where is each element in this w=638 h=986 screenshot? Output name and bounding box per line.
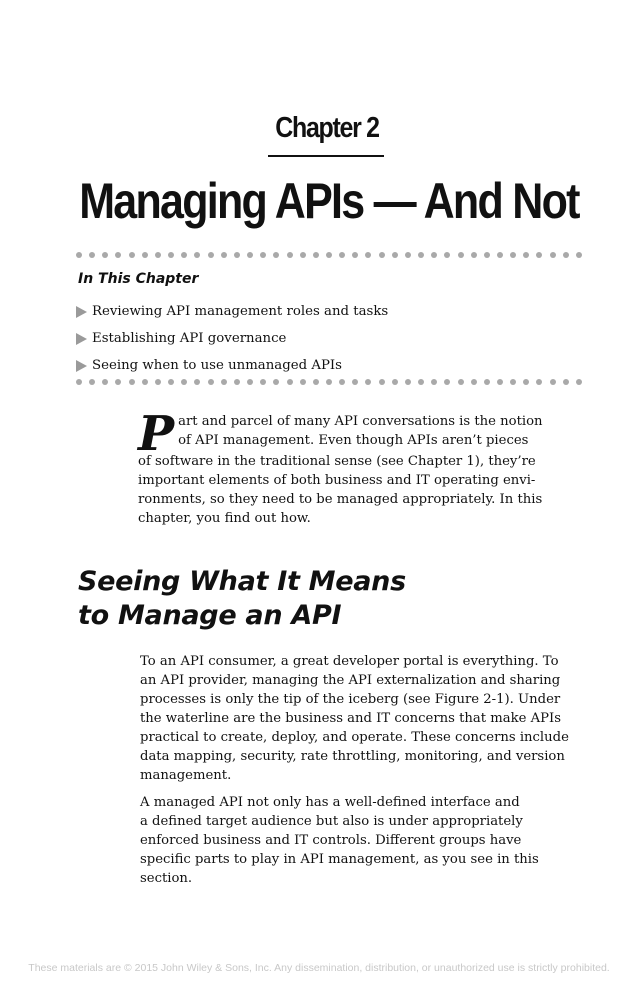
text-line: art and parcel of many API conversations is the notion: [178, 414, 543, 429]
divider-dot: [458, 252, 464, 258]
divider-dot: [194, 252, 200, 258]
section-heading-line: to Manage an API: [78, 600, 342, 631]
text-line: To an API consumer, a great developer portal is everything. To: [140, 654, 559, 669]
divider-dot: [234, 252, 240, 258]
divider-dot: [458, 379, 464, 385]
divider-dot: [129, 379, 135, 385]
list-item: [76, 325, 388, 352]
divider-dot: [471, 379, 477, 385]
divider-dot: [471, 252, 477, 258]
chapter-label: Chapter 2: [275, 112, 379, 144]
chapter-title: Managing APIs — And Not: [79, 173, 579, 229]
divider-dot: [339, 379, 345, 385]
divider-dot: [431, 252, 437, 258]
divider-dot: [168, 379, 174, 385]
divider-dot: [536, 252, 542, 258]
divider-dot: [431, 379, 437, 385]
divider-dot: [484, 252, 490, 258]
section-heading-line: Seeing What It Means: [78, 566, 406, 597]
divider-dot: [273, 252, 279, 258]
divider-dot: [497, 379, 503, 385]
triangle-bullet-icon: [76, 360, 87, 372]
dotted-divider-top: [76, 251, 582, 259]
divider-dot: [221, 379, 227, 385]
text-line: A managed API not only has a well-defined interface and: [140, 795, 520, 810]
list-item: [76, 352, 388, 379]
dotted-divider-bottom: [76, 378, 582, 386]
text-line: processes is only the tip of the iceberg (see Figure 2-1). Under: [140, 692, 561, 707]
divider-dot: [444, 379, 450, 385]
text-line: practical to create, deploy, and operate. These concerns include: [140, 730, 569, 745]
divider-dot: [339, 252, 345, 258]
text-line: of API management. Even though APIs aren’t pieces: [178, 433, 529, 448]
divider-dot: [142, 379, 148, 385]
text-line: section.: [140, 871, 193, 886]
divider-dot: [576, 379, 582, 385]
divider-dot: [444, 252, 450, 258]
divider-dot: [405, 252, 411, 258]
text-line: management.: [140, 768, 232, 783]
divider-dot: [365, 252, 371, 258]
divider-dot: [392, 252, 398, 258]
divider-dot: [326, 252, 332, 258]
divider-dot: [550, 379, 556, 385]
divider-dot: [523, 379, 529, 385]
divider-dot: [142, 252, 148, 258]
section-heading: [78, 565, 406, 633]
text-line: the waterline are the business and IT concerns that make APIs: [140, 711, 561, 726]
intro-paragraph: [138, 406, 578, 528]
divider-dot: [168, 252, 174, 258]
divider-dot: [313, 252, 319, 258]
divider-dot: [287, 252, 293, 258]
divider-dot: [208, 379, 214, 385]
list-item-text: Establishing API governance: [92, 331, 287, 346]
list-item-text: Reviewing API management roles and tasks: [92, 304, 389, 319]
divider-dot: [221, 252, 227, 258]
divider-dot: [379, 379, 385, 385]
divider-dot: [379, 252, 385, 258]
divider-dot: [89, 252, 95, 258]
list-item: [76, 298, 388, 325]
divider-dot: [352, 252, 358, 258]
text-line: of software in the traditional sense (see Chapter 1), they’re: [138, 454, 536, 469]
divider-dot: [392, 379, 398, 385]
divider-dot: [510, 379, 516, 385]
divider-dot: [352, 379, 358, 385]
triangle-bullet-icon: [76, 333, 87, 345]
triangle-bullet-icon: [76, 306, 87, 318]
text-line: ronments, so they need to be managed appropriately. In this: [138, 492, 543, 507]
divider-dot: [247, 379, 253, 385]
divider-dot: [102, 252, 108, 258]
divider-dot: [273, 379, 279, 385]
divider-dot: [194, 379, 200, 385]
divider-dot: [181, 379, 187, 385]
divider-dot: [115, 379, 121, 385]
divider-dot: [365, 379, 371, 385]
divider-dot: [260, 252, 266, 258]
text-line: important elements of both business and IT operating envi-: [138, 473, 536, 488]
divider-dot: [76, 252, 82, 258]
divider-dot: [484, 379, 490, 385]
divider-dot: [300, 379, 306, 385]
divider-dot: [418, 379, 424, 385]
text-line: enforced business and IT controls. Different groups have: [140, 833, 522, 848]
divider-dot: [287, 379, 293, 385]
divider-dot: [326, 379, 332, 385]
copyright-footer: These materials are © 2015 John Wiley & Sons, Inc. Any dissemination, distribution, or unauthorized use is strictly prohibited.: [28, 962, 610, 974]
in-this-chapter-list: [76, 298, 388, 379]
divider-dot: [247, 252, 253, 258]
in-this-chapter-heading: In This Chapter: [78, 271, 199, 287]
divider-dot: [576, 252, 582, 258]
divider-dot: [300, 252, 306, 258]
text-line: chapter, you find out how.: [138, 511, 311, 526]
divider-dot: [536, 379, 542, 385]
body-paragraph-2: [140, 793, 585, 888]
divider-dot: [76, 379, 82, 385]
divider-dot: [418, 252, 424, 258]
divider-dot: [155, 379, 161, 385]
text-line: specific parts to play in API management, as you see in this: [140, 852, 539, 867]
text-line: data mapping, security, rate throttling, monitoring, and version: [140, 749, 565, 764]
divider-dot: [497, 252, 503, 258]
divider-dot: [155, 252, 161, 258]
chapter-underline: [268, 155, 384, 157]
divider-dot: [550, 252, 556, 258]
divider-dot: [260, 379, 266, 385]
divider-dot: [523, 252, 529, 258]
divider-dot: [563, 379, 569, 385]
divider-dot: [129, 252, 135, 258]
text-line: a defined target audience but also is under appropriately: [140, 814, 523, 829]
divider-dot: [563, 252, 569, 258]
divider-dot: [405, 379, 411, 385]
divider-dot: [181, 252, 187, 258]
divider-dot: [89, 379, 95, 385]
divider-dot: [313, 379, 319, 385]
divider-dot: [102, 379, 108, 385]
drop-cap: P: [138, 406, 175, 462]
text-line: an API provider, managing the API externalization and sharing: [140, 673, 561, 688]
list-item-text: Seeing when to use unmanaged APIs: [92, 358, 342, 373]
divider-dot: [234, 379, 240, 385]
divider-dot: [510, 252, 516, 258]
divider-dot: [115, 252, 121, 258]
body-paragraph-1: [140, 652, 585, 785]
divider-dot: [208, 252, 214, 258]
